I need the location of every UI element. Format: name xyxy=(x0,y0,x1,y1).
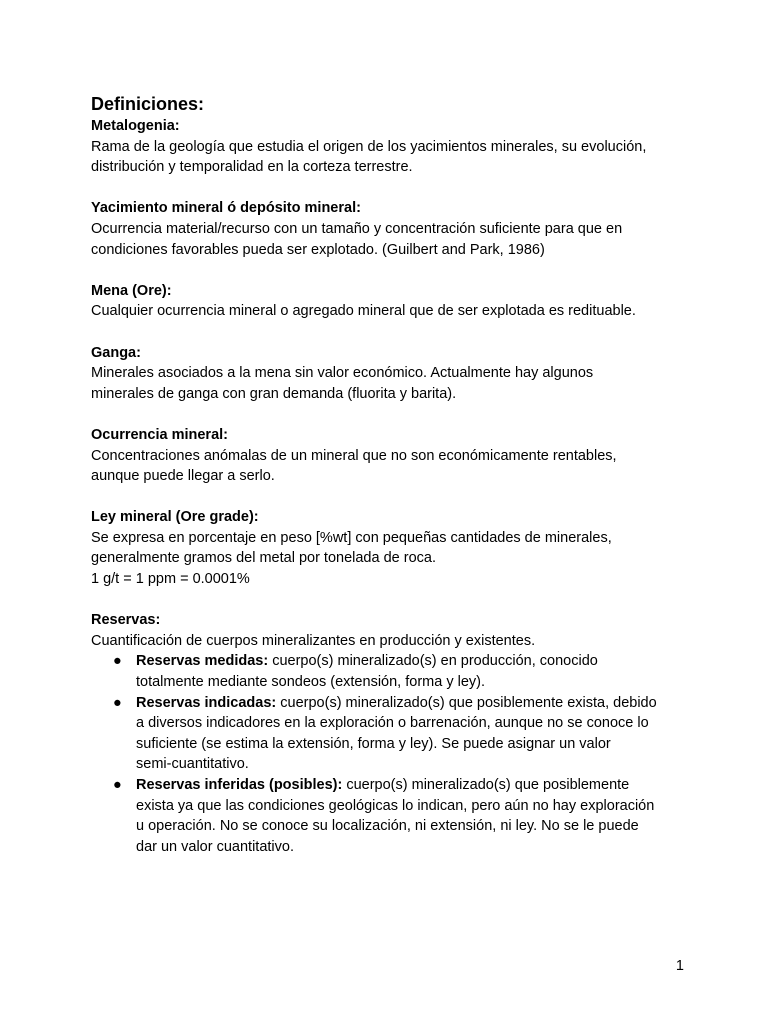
definition-text-line: Rama de la geología que estudia el origen de los yacimientos minerales, su evolución, xyxy=(91,138,647,155)
definition-text-line: minerales de ganga con gran demanda (fluorita y barita). xyxy=(91,385,457,402)
bullet-term: Reservas medidas: xyxy=(136,653,269,670)
definition-text-line: Concentraciones anómalas de un mineral que no son económicamente rentables, xyxy=(91,447,617,464)
definition-section xyxy=(91,507,691,589)
bullet-text: suficiente (se estima la extensión, forma y ley). Se puede asignar un valor xyxy=(136,735,611,752)
bullet-icon: ● xyxy=(113,777,122,793)
bullet-text: u operación. No se conoce su localización, ni extensión, ni ley. No se le puede xyxy=(136,818,639,835)
bullet-text: dar un valor cuantitativo. xyxy=(136,838,294,855)
definition-text-line: Cualquier ocurrencia mineral o agregado mineral que de ser explotada es redituable. xyxy=(91,303,636,320)
definition-text-line: distribución y temporalidad en la corteza terrestre. xyxy=(91,159,413,176)
definition-text-line: generalmente gramos del metal por tonelada de roca. xyxy=(91,550,436,567)
definition-text-line: Cuantificación de cuerpos mineralizantes en producción y existentes. xyxy=(91,632,536,649)
bullet-icon: ● xyxy=(113,694,122,711)
definition-text-line: aunque puede llegar a serlo. xyxy=(91,468,275,485)
bullet-text: totalmente mediante sondeos (extensión, forma y ley). xyxy=(136,674,485,691)
definition-section xyxy=(91,343,691,405)
definition-text-line: condiciones favorables pueda ser explotado. (Guilbert and Park, 1986) xyxy=(91,241,545,258)
definition-section xyxy=(91,425,691,487)
bullet-text: cuerpo(s) mineralizado(s) que posiblemente exista, debido xyxy=(276,694,657,711)
definition-term: Yacimiento mineral ó depósito mineral: xyxy=(91,200,361,217)
definition-section xyxy=(91,610,691,857)
bullet-item xyxy=(91,651,691,692)
bullet-text: exista ya que las condiciones geológicas lo indican, pero aún no hay exploración xyxy=(136,797,655,814)
bullet-term: Reservas inferidas (posibles): xyxy=(136,777,343,793)
bullet-text: semi-cuantitativo. xyxy=(136,756,249,773)
document-title: Definiciones: xyxy=(91,94,205,114)
bullet-icon: ● xyxy=(113,653,122,670)
definition-term: Ley mineral (Ore grade): xyxy=(91,509,259,526)
bullet-term: Reservas indicadas: xyxy=(136,694,277,711)
definition-term: Mena (Ore): xyxy=(91,282,172,299)
definition-text-line: 1 g/t = 1 ppm = 0.0001% xyxy=(91,571,250,588)
bullet-text: cuerpo(s) mineralizado(s) en producción, conocido xyxy=(268,653,598,670)
definition-section xyxy=(91,281,691,322)
bullet-text: a diversos indicadores en la exploración o barrenación, aunque no se conoce lo xyxy=(136,715,649,732)
definition-term: Ganga: xyxy=(91,344,141,361)
definition-term: Metalogenia: xyxy=(91,118,180,134)
definition-section xyxy=(91,116,691,178)
definition-term: Ocurrencia mineral: xyxy=(91,426,228,443)
reservas-bullet-list xyxy=(91,651,691,857)
definition-term: Reservas: xyxy=(91,612,161,629)
bullet-item xyxy=(91,775,691,857)
bullet-text: cuerpo(s) mineralizado(s) que posiblemente xyxy=(342,777,630,793)
page-number: 1 xyxy=(675,958,684,974)
definition-text-line: Ocurrencia material/recurso con un tamaño y concentración suficiente para que en xyxy=(91,220,623,237)
document-page xyxy=(91,93,691,878)
definition-text-line: Se expresa en porcentaje en peso [%wt] con pequeñas cantidades de minerales, xyxy=(91,529,612,546)
definition-text-line: Minerales asociados a la mena sin valor económico. Actualmente hay algunos xyxy=(91,365,594,382)
bullet-item xyxy=(91,693,691,775)
definition-section xyxy=(91,198,691,260)
